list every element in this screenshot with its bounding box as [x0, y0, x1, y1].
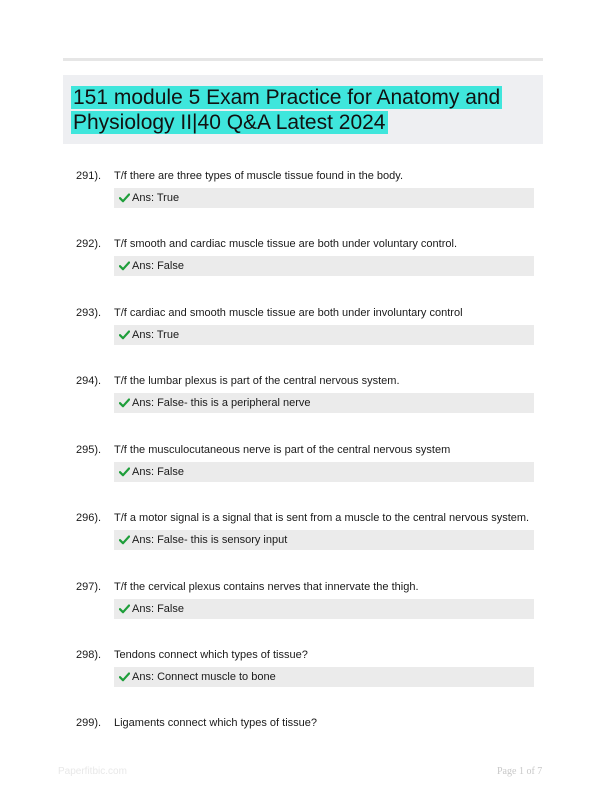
question-text: Ligaments connect which types of tissue? — [114, 717, 318, 729]
question-text: T/f the lumbar plexus is part of the central nervous system. — [114, 375, 400, 387]
page-number: Page 1 of 7 — [497, 766, 543, 777]
answer-text: Ans: False — [132, 466, 184, 478]
question-text: T/f the musculocutaneous nerve is part of the central nervous system — [114, 444, 451, 456]
answer-text: Ans: True — [132, 329, 180, 341]
answer-text: Ans: False — [132, 260, 184, 272]
answer-text: Ans: False- this is sensory input — [132, 534, 288, 546]
answer-text: Ans: Connect muscle to bone — [132, 671, 276, 683]
question-text: T/f the cervical plexus contains nerves that innervate the thigh. — [114, 581, 419, 593]
checkmark-icon — [119, 672, 130, 682]
answer-box — [114, 325, 534, 345]
checkmark-icon — [119, 398, 130, 408]
answer-box — [114, 256, 534, 276]
answer-box — [114, 530, 534, 550]
question-number: 294). — [76, 375, 102, 387]
question-text: Tendons connect which types of tissue? — [114, 649, 308, 661]
question-text: T/f there are three types of muscle tissue found in the body. — [114, 170, 404, 182]
title-box — [63, 75, 543, 144]
question-number: 295). — [76, 444, 102, 456]
question-number: 298). — [76, 649, 102, 661]
answer-box — [114, 188, 534, 208]
question-number: 291). — [76, 170, 102, 182]
checkmark-icon — [119, 535, 130, 545]
answer-box — [114, 393, 534, 413]
question-number: 293). — [76, 307, 102, 319]
footer-watermark: Paperfitbic.com — [58, 766, 127, 777]
question-number: 297). — [76, 581, 102, 593]
checkmark-icon — [119, 330, 130, 340]
answer-box — [114, 599, 534, 619]
question-text: T/f cardiac and smooth muscle tissue are both under involuntary control — [114, 307, 463, 319]
document-title-text: 151 module 5 Exam Practice for Anatomy and Physiology II|40 Q&A Latest 2024 — [73, 86, 501, 134]
answer-text: Ans: False- this is a peripheral nerve — [132, 397, 311, 409]
question-number: 299). — [76, 717, 102, 729]
answer-box — [114, 667, 534, 687]
answer-box — [114, 462, 534, 482]
question-text: T/f smooth and cardiac muscle tissue are both under voluntary control. — [114, 238, 458, 250]
checkmark-icon — [119, 467, 130, 477]
top-divider — [63, 58, 543, 61]
checkmark-icon — [119, 604, 130, 614]
checkmark-icon — [119, 261, 130, 271]
checkmark-icon — [119, 193, 130, 203]
question-number: 292). — [76, 238, 102, 250]
document-title — [71, 85, 535, 135]
answer-text: Ans: False — [132, 603, 184, 615]
question-text: T/f a motor signal is a signal that is sent from a muscle to the central nervous system. — [114, 512, 530, 524]
answer-text: Ans: True — [132, 192, 180, 204]
question-number: 296). — [76, 512, 102, 524]
